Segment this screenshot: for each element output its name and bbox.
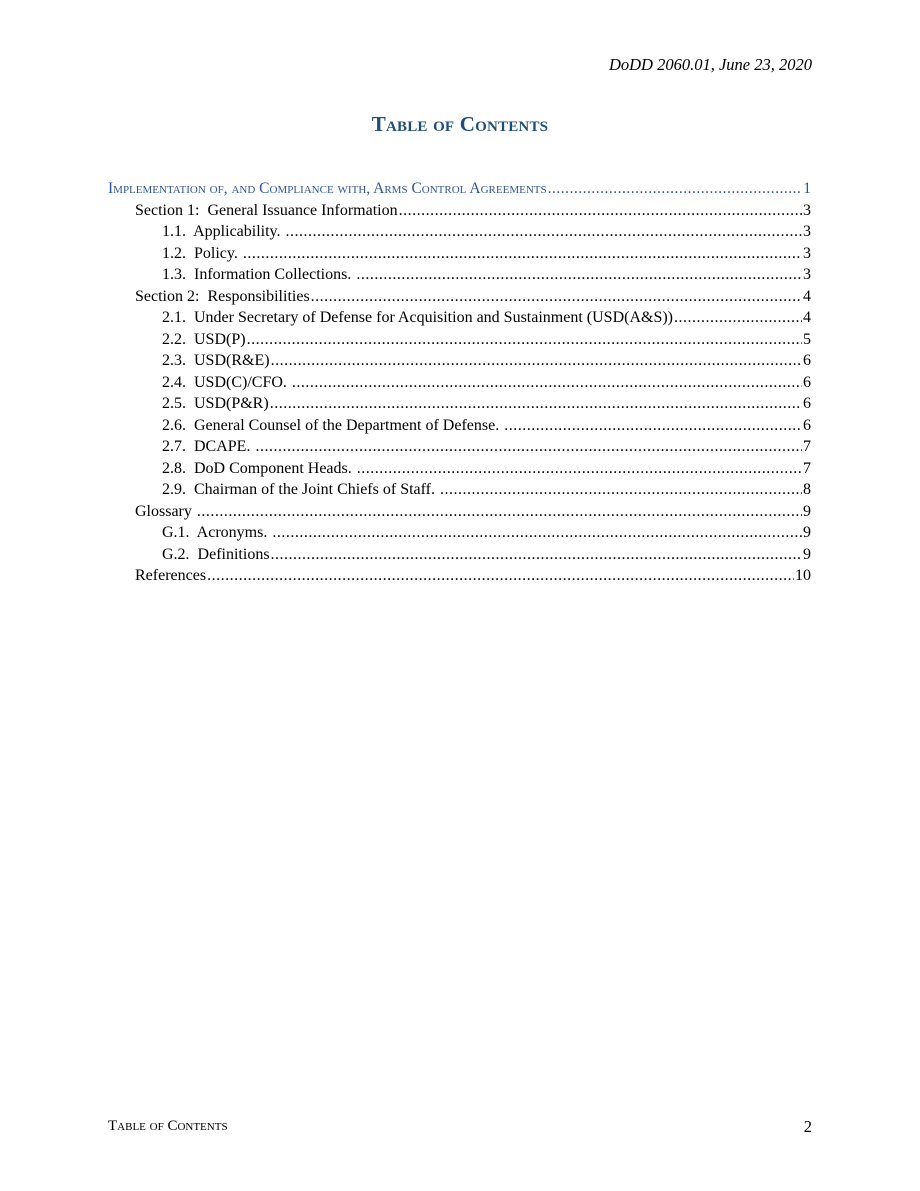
page-title: Table of Contents bbox=[371, 112, 549, 136]
toc-entry-page: 9 bbox=[803, 545, 811, 563]
toc-leader-dots bbox=[440, 479, 802, 501]
toc-entry-page: 3 bbox=[803, 244, 811, 262]
toc-entry-label: 1.1. Applicability. bbox=[162, 223, 285, 240]
document-reference: DoDD 2060.01, June 23, 2020 bbox=[608, 55, 812, 74]
toc-leader-dots bbox=[504, 415, 802, 437]
toc-leader-dots bbox=[674, 307, 802, 329]
toc-entry[interactable] bbox=[108, 286, 811, 308]
toc-entry-label: 2.6. General Counsel of the Department of Defense. bbox=[162, 416, 504, 434]
toc-leader-dots bbox=[286, 221, 802, 243]
toc-entry-page: 6 bbox=[803, 352, 811, 369]
toc-leader-dots bbox=[271, 544, 802, 566]
toc-entry-page: 9 bbox=[803, 502, 811, 520]
toc-entry[interactable] bbox=[108, 200, 811, 222]
toc-entry[interactable] bbox=[108, 221, 811, 243]
toc-entry[interactable] bbox=[108, 501, 811, 523]
toc-entry-label: 2.7. DCAPE. bbox=[162, 438, 255, 455]
toc-entry-label: 2.5. USD(P&R) bbox=[162, 395, 269, 412]
toc-leader-dots bbox=[247, 329, 802, 351]
toc-entry-label: 1.2. Policy. bbox=[162, 244, 242, 262]
toc-entry[interactable] bbox=[108, 522, 811, 544]
toc-entry[interactable] bbox=[108, 243, 811, 265]
toc-entry-label: 2.3. USD(R&E) bbox=[162, 352, 270, 369]
toc-entry-label: Glossary bbox=[135, 502, 196, 520]
toc-entry-label: 1.3. Information Collections. bbox=[162, 266, 356, 283]
toc-entry-label: G.1. Acronyms. bbox=[162, 524, 272, 541]
toc-entry[interactable] bbox=[108, 178, 811, 200]
toc-entry-label: Section 1: General Issuance Information bbox=[135, 201, 398, 219]
toc-leader-dots bbox=[207, 565, 794, 587]
toc-entry-page: 1 bbox=[803, 180, 811, 197]
toc-entry-page: 10 bbox=[795, 567, 811, 584]
toc-entry-label: Implementation of, and Compliance with, Arms Control Agreements bbox=[108, 180, 547, 197]
toc-leader-dots bbox=[243, 243, 802, 265]
toc-leader-dots bbox=[255, 436, 802, 458]
toc-entry[interactable] bbox=[108, 264, 811, 286]
toc-entry[interactable] bbox=[108, 415, 811, 437]
toc-entry[interactable] bbox=[108, 479, 811, 501]
toc-leader-dots bbox=[270, 393, 802, 415]
toc-entry-page: 4 bbox=[803, 309, 811, 326]
toc-entry[interactable] bbox=[108, 350, 811, 372]
toc-entry-label: 2.1. Under Secretary of Defense for Acquisition and Sustainment (USD(A&S)) bbox=[162, 309, 673, 326]
toc-entry-label: 2.9. Chairman of the Joint Chiefs of Staff. bbox=[162, 481, 439, 498]
toc-entry-label: G.2. Definitions bbox=[162, 545, 270, 563]
toc-entry-page: 9 bbox=[803, 524, 811, 541]
toc-entry[interactable] bbox=[108, 329, 811, 351]
toc-entry-page: 7 bbox=[803, 438, 811, 455]
toc-entry-label: Section 2: Responsibilities bbox=[135, 287, 310, 305]
toc-leader-dots bbox=[197, 501, 802, 523]
toc-entry[interactable] bbox=[108, 544, 811, 566]
toc-entry-page: 4 bbox=[803, 287, 811, 305]
toc-entry[interactable] bbox=[108, 458, 811, 480]
toc-entry[interactable] bbox=[108, 307, 811, 329]
toc-leader-dots bbox=[311, 286, 802, 308]
toc-leader-dots bbox=[548, 178, 803, 200]
toc-entry-page: 7 bbox=[803, 459, 811, 477]
toc-entry-page: 3 bbox=[803, 266, 811, 283]
toc-entry[interactable] bbox=[108, 372, 811, 394]
toc-entry[interactable] bbox=[108, 436, 811, 458]
toc-entry-page: 8 bbox=[803, 481, 811, 498]
toc-entry-label: References bbox=[135, 567, 207, 584]
toc-leader-dots bbox=[357, 458, 802, 480]
footer-section-label: Table of Contents bbox=[108, 1118, 228, 1134]
toc-entry-page: 3 bbox=[803, 201, 811, 219]
toc-entry-page: 6 bbox=[803, 373, 811, 391]
toc-leader-dots bbox=[271, 350, 802, 372]
toc-entry-page: 6 bbox=[803, 416, 811, 434]
toc-entry[interactable] bbox=[108, 393, 811, 415]
toc-entry-page: 3 bbox=[803, 223, 811, 240]
table-of-contents bbox=[108, 178, 811, 587]
toc-leader-dots bbox=[356, 264, 802, 286]
toc-entry-page: 5 bbox=[803, 330, 811, 348]
footer-page-number: 2 bbox=[803, 1117, 812, 1136]
toc-leader-dots bbox=[399, 200, 802, 222]
toc-entry[interactable] bbox=[108, 565, 811, 587]
toc-entry-label: 2.2. USD(P) bbox=[162, 330, 246, 348]
toc-entry-label: 2.4. USD(C)/CFO. bbox=[162, 373, 291, 391]
toc-entry-label: 2.8. DoD Component Heads. bbox=[162, 459, 356, 477]
toc-leader-dots bbox=[272, 522, 802, 544]
toc-entry-page: 6 bbox=[803, 395, 811, 412]
toc-leader-dots bbox=[292, 372, 802, 394]
